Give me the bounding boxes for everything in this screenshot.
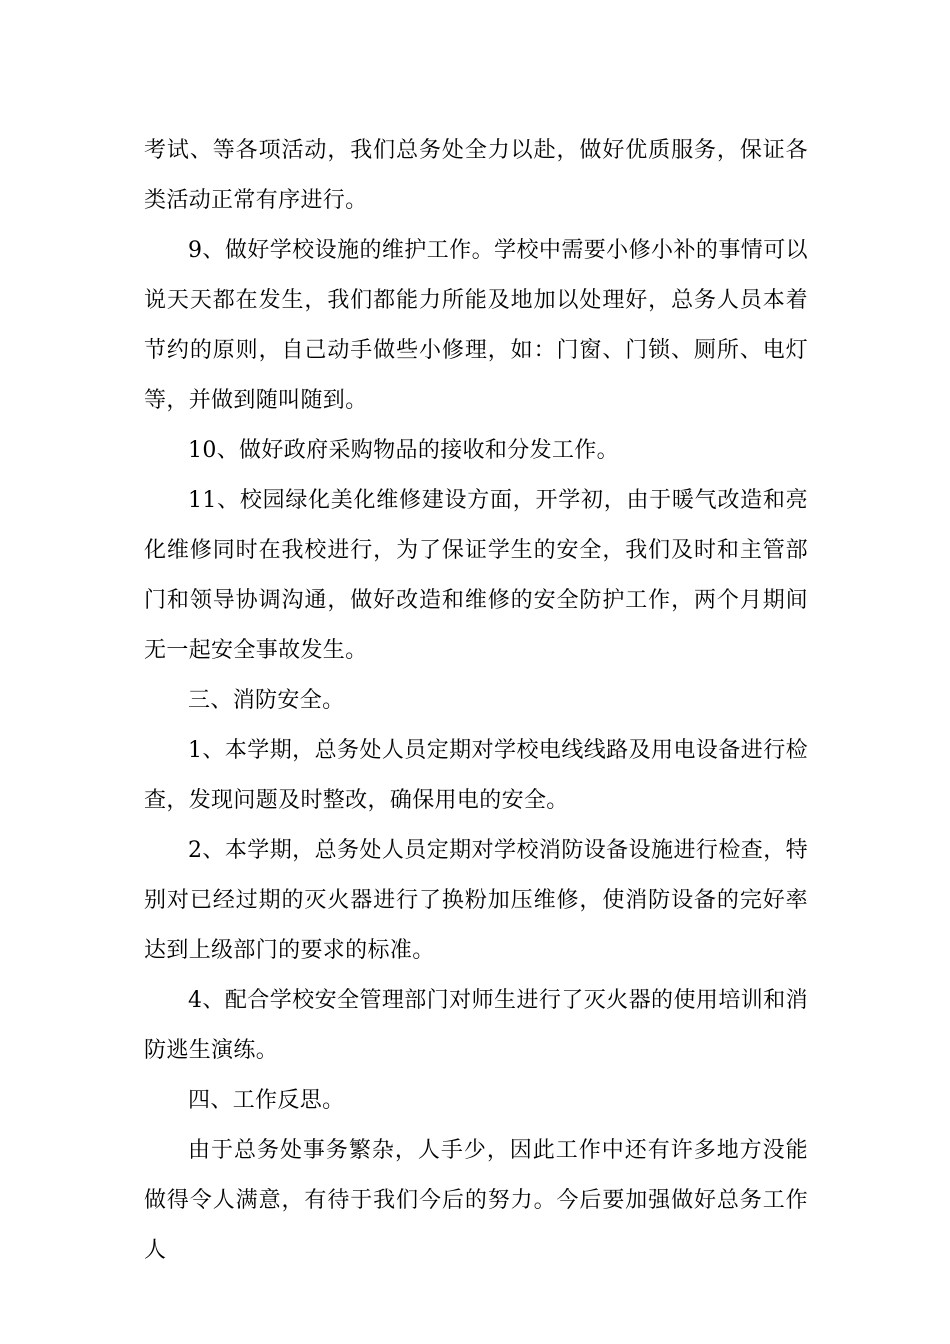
paragraph-fire-item-1-electrical: 1、本学期，总务处人员定期对学校电线线路及用电设备进行检查，发现问题及时整改，确保用电的安全。 — [144, 738, 808, 813]
paragraph-fire-item-2-extinguishers: 2、本学期，总务处人员定期对学校消防设备设施进行检查，特别对已经过期的灭火器进行了换粉加压维修，使消防设备的完好率达到上级部门的要求的标准。 — [144, 838, 808, 963]
paragraph-item-11-campus-greening: 11、校园绿化美化维修建设方面，开学初，由于暖气改造和亮化维修同时在我校进行，为了保证学生的安全，我们及时和主管部门和领导协调沟通，做好改造和维修的安全防护工作，两个月期间无一起安全事故发生。 — [144, 488, 808, 663]
paragraph-reflection-body: 由于总务处事务繁杂，人手少，因此工作中还有许多地方没能做得令人满意，有待于我们今后的努力。今后要加强做好总务工作人 — [144, 1138, 808, 1263]
paragraph-activities-continuation: 考试、等各项活动，我们总务处全力以赴，做好优质服务，保证各类活动正常有序进行。 — [144, 138, 808, 213]
paragraph-fire-item-4-training: 4、配合学校安全管理部门对师生进行了灭火器的使用培训和消防逃生演练。 — [144, 988, 808, 1063]
section-heading-fire-safety: 三、消防安全。 — [188, 688, 345, 713]
section-heading-work-reflection: 四、工作反思。 — [188, 1088, 345, 1113]
paragraph-item-9-facility-maintenance: 9、做好学校设施的维护工作。学校中需要小修小补的事情可以说天天都在发生，我们都能力所能及地加以处理好，总务人员本着节约的原则，自己动手做些小修理，如：门窗、门锁、厕所、电灯等，并做到随叫随到。 — [144, 238, 808, 413]
paragraph-item-10-procurement: 10、做好政府采购物品的接收和分发工作。 — [188, 438, 619, 463]
document-body — [144, 126, 808, 1276]
